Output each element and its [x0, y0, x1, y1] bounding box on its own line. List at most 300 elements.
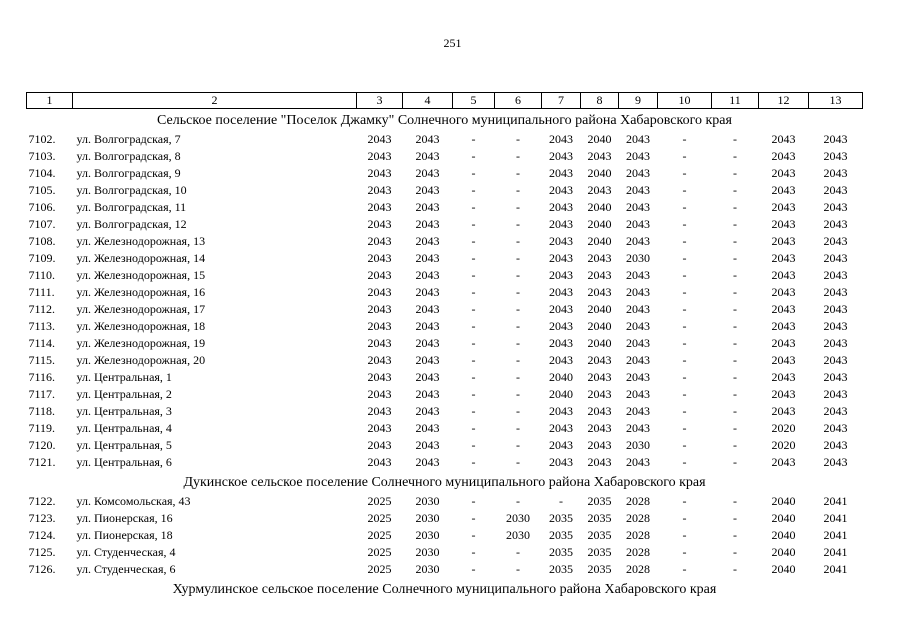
value-cell: -: [471, 217, 476, 231]
value-cell: 2043: [415, 234, 440, 248]
value-cell: 2043: [549, 166, 573, 180]
value-cell: 2025: [367, 545, 392, 559]
schedule-table: [26, 92, 863, 600]
page-number: 251: [443, 36, 462, 50]
value-cell: 2043: [415, 370, 440, 384]
column-header: 11: [712, 93, 759, 109]
value-cell: 2043: [823, 455, 848, 469]
row-number: 7111.: [28, 285, 55, 299]
value-cell: -: [516, 421, 520, 435]
value-cell: 2043: [587, 438, 612, 452]
section-heading-row: [27, 471, 863, 493]
value-cell: -: [682, 528, 687, 542]
value-cell: 2043: [549, 251, 573, 265]
table-row: [27, 165, 863, 182]
table-row: [27, 493, 863, 510]
value-cell: 2040: [587, 234, 612, 248]
value-cell: 2040: [771, 511, 796, 525]
value-cell: -: [733, 302, 737, 316]
value-cell: 2035: [587, 562, 612, 576]
address-cell: ул. Волгоградская, 9: [76, 166, 181, 180]
value-cell: 2020: [771, 421, 796, 435]
value-cell: 2043: [823, 370, 848, 384]
value-cell: -: [516, 494, 520, 508]
value-cell: 2043: [587, 421, 612, 435]
value-cell: 2043: [823, 387, 848, 401]
column-header-row: [27, 93, 863, 109]
value-cell: -: [516, 302, 520, 316]
value-cell: 2043: [549, 217, 573, 231]
value-cell: 2043: [587, 268, 612, 282]
value-cell: 2043: [771, 404, 796, 418]
value-cell: -: [682, 285, 687, 299]
value-cell: 2043: [771, 132, 796, 146]
row-number: 7102.: [28, 132, 56, 146]
value-cell: -: [471, 545, 476, 559]
value-cell: 2041: [823, 545, 848, 559]
value-cell: 2043: [626, 268, 650, 282]
value-cell: 2040: [549, 387, 573, 401]
value-cell: 2043: [626, 455, 650, 469]
value-cell: -: [682, 302, 687, 316]
table-row: [27, 301, 863, 318]
value-cell: 2035: [549, 562, 573, 576]
address-cell: ул. Центральная, 1: [76, 370, 172, 384]
value-cell: 2043: [626, 302, 650, 316]
value-cell: -: [682, 455, 687, 469]
address-cell: ул. Центральная, 4: [76, 421, 172, 435]
value-cell: -: [682, 438, 687, 452]
value-cell: 2043: [626, 166, 650, 180]
value-cell: -: [733, 319, 737, 333]
value-cell: 2043: [771, 336, 796, 350]
value-cell: 2043: [549, 234, 573, 248]
row-number: 7122.: [28, 494, 56, 508]
address-cell: ул. Железнодорожная, 16: [76, 285, 206, 299]
address-cell: ул. Железнодорожная, 19: [76, 336, 206, 350]
value-cell: 2040: [587, 217, 612, 231]
address-cell: ул. Железнодорожная, 15: [76, 268, 206, 282]
value-cell: 2040: [771, 494, 796, 508]
value-cell: 2043: [549, 353, 573, 367]
value-cell: 2043: [367, 268, 392, 282]
value-cell: 2043: [771, 302, 796, 316]
value-cell: -: [471, 200, 476, 214]
value-cell: -: [733, 268, 737, 282]
address-cell: ул. Волгоградская, 8: [76, 149, 181, 163]
value-cell: 2043: [587, 370, 612, 384]
column-header: 13: [809, 93, 863, 109]
column-header: 3: [357, 93, 403, 109]
value-cell: 2043: [587, 404, 612, 418]
value-cell: 2028: [626, 494, 650, 508]
value-cell: -: [471, 455, 476, 469]
value-cell: -: [682, 336, 687, 350]
value-cell: 2043: [367, 404, 392, 418]
value-cell: 2043: [823, 336, 848, 350]
value-cell: 2043: [415, 200, 440, 214]
value-cell: 2043: [626, 353, 650, 367]
value-cell: 2043: [823, 438, 848, 452]
value-cell: 2043: [823, 421, 848, 435]
table-row: [27, 544, 863, 561]
row-number: 7108.: [28, 234, 56, 248]
value-cell: -: [516, 404, 520, 418]
value-cell: -: [733, 132, 737, 146]
row-number: 7105.: [28, 183, 56, 197]
value-cell: 2043: [626, 183, 650, 197]
value-cell: 2043: [367, 455, 392, 469]
address-cell: ул. Центральная, 3: [76, 404, 172, 418]
value-cell: 2043: [626, 421, 650, 435]
value-cell: 2043: [823, 217, 848, 231]
value-cell: 2043: [549, 302, 573, 316]
table-row: [27, 284, 863, 301]
value-cell: 2030: [506, 511, 530, 525]
row-number: 7125.: [28, 545, 56, 559]
value-cell: -: [471, 511, 476, 525]
address-cell: ул. Волгоградская, 7: [76, 132, 181, 146]
column-header: 6: [495, 93, 542, 109]
value-cell: 2043: [549, 319, 573, 333]
value-cell: 2043: [626, 319, 650, 333]
value-cell: -: [471, 528, 476, 542]
table-row: [27, 561, 863, 578]
address-cell: ул. Комсомольская, 43: [76, 494, 191, 508]
value-cell: -: [682, 511, 687, 525]
value-cell: 2030: [415, 562, 440, 576]
value-cell: 2043: [415, 438, 440, 452]
value-cell: -: [682, 370, 687, 384]
section-title: Сельское поселение "Поселок Джамку" Солнечного муниципального района Хабаровского края: [157, 113, 732, 128]
value-cell: -: [682, 217, 687, 231]
table-row: [27, 454, 863, 471]
value-cell: 2035: [549, 511, 573, 525]
value-cell: -: [516, 268, 520, 282]
row-number: 7114.: [28, 336, 56, 350]
value-cell: -: [682, 132, 687, 146]
value-cell: -: [733, 234, 737, 248]
row-number: 7123.: [28, 511, 56, 525]
value-cell: 2043: [367, 336, 392, 350]
value-cell: -: [682, 404, 687, 418]
value-cell: 2040: [587, 319, 612, 333]
value-cell: 2043: [771, 217, 796, 231]
value-cell: -: [682, 353, 687, 367]
value-cell: 2040: [549, 370, 573, 384]
value-cell: 2043: [823, 200, 848, 214]
value-cell: -: [682, 234, 687, 248]
value-cell: 2043: [415, 302, 440, 316]
value-cell: -: [516, 370, 520, 384]
table-row: [27, 131, 863, 148]
value-cell: 2043: [367, 234, 392, 248]
row-number: 7120.: [28, 438, 56, 452]
value-cell: 2043: [367, 251, 392, 265]
value-cell: 2030: [626, 251, 650, 265]
address-cell: ул. Пионерская, 18: [76, 528, 173, 542]
value-cell: -: [471, 421, 476, 435]
value-cell: 2040: [587, 302, 612, 316]
value-cell: 2043: [415, 336, 440, 350]
value-cell: 2040: [587, 336, 612, 350]
column-header: 12: [759, 93, 809, 109]
value-cell: 2043: [771, 285, 796, 299]
value-cell: -: [516, 285, 520, 299]
section-title: Дукинское сельское поселение Солнечного муниципального района Хабаровского края: [183, 475, 706, 490]
value-cell: -: [471, 494, 476, 508]
value-cell: -: [682, 387, 687, 401]
value-cell: 2043: [587, 149, 612, 163]
value-cell: 2043: [367, 353, 392, 367]
address-cell: ул. Железнодорожная, 18: [76, 319, 206, 333]
value-cell: -: [733, 404, 737, 418]
value-cell: 2028: [626, 562, 650, 576]
table-row: [27, 352, 863, 369]
column-header: 7: [542, 93, 581, 109]
value-cell: 2035: [587, 511, 612, 525]
value-cell: 2043: [415, 251, 440, 265]
value-cell: 2030: [415, 511, 440, 525]
value-cell: 2043: [415, 319, 440, 333]
table-row: [27, 437, 863, 454]
value-cell: 2043: [771, 183, 796, 197]
value-cell: -: [682, 149, 687, 163]
value-cell: -: [733, 251, 737, 265]
value-cell: 2028: [626, 511, 650, 525]
value-cell: 2040: [587, 166, 612, 180]
value-cell: 2041: [823, 494, 848, 508]
section-heading-row: [27, 109, 863, 132]
value-cell: 2043: [415, 166, 440, 180]
value-cell: 2025: [367, 528, 392, 542]
value-cell: 2030: [626, 438, 650, 452]
table-row: [27, 369, 863, 386]
value-cell: -: [733, 421, 737, 435]
value-cell: 2043: [771, 234, 796, 248]
row-number: 7110.: [28, 268, 56, 282]
value-cell: -: [471, 319, 476, 333]
value-cell: 2035: [587, 545, 612, 559]
row-number: 7126.: [28, 562, 56, 576]
value-cell: -: [682, 494, 687, 508]
row-number: 7112.: [28, 302, 56, 316]
table-row: [27, 267, 863, 284]
value-cell: 2043: [549, 285, 573, 299]
value-cell: 2043: [549, 455, 573, 469]
row-number: 7115.: [28, 353, 56, 367]
row-number: 7117.: [28, 387, 56, 401]
address-cell: ул. Студенческая, 6: [76, 562, 176, 576]
value-cell: 2035: [549, 528, 573, 542]
value-cell: 2043: [823, 149, 848, 163]
value-cell: 2028: [626, 528, 650, 542]
value-cell: -: [471, 268, 476, 282]
value-cell: -: [516, 183, 520, 197]
address-cell: ул. Волгоградская, 10: [76, 183, 187, 197]
value-cell: -: [516, 200, 520, 214]
value-cell: -: [733, 387, 737, 401]
table-row: [27, 233, 863, 250]
value-cell: -: [516, 562, 520, 576]
value-cell: -: [471, 336, 476, 350]
value-cell: 2043: [415, 149, 440, 163]
value-cell: 2043: [626, 336, 650, 350]
value-cell: 2030: [415, 528, 440, 542]
address-cell: ул. Волгоградская, 11: [76, 200, 187, 214]
value-cell: 2043: [415, 455, 440, 469]
value-cell: -: [471, 166, 476, 180]
value-cell: 2035: [587, 528, 612, 542]
value-cell: 2043: [587, 285, 612, 299]
table-row: [27, 527, 863, 544]
row-number: 7119.: [28, 421, 56, 435]
value-cell: 2043: [549, 421, 573, 435]
value-cell: -: [733, 494, 737, 508]
section-heading-row: [27, 578, 863, 600]
value-cell: 2043: [771, 200, 796, 214]
value-cell: -: [516, 132, 520, 146]
value-cell: 2040: [587, 132, 612, 146]
value-cell: 2043: [823, 353, 848, 367]
value-cell: 2043: [587, 387, 612, 401]
value-cell: -: [516, 149, 520, 163]
column-header: 10: [658, 93, 712, 109]
value-cell: 2043: [367, 217, 392, 231]
value-cell: 2043: [626, 370, 650, 384]
address-cell: ул. Волгоградская, 12: [76, 217, 187, 231]
table-row: [27, 216, 863, 233]
value-cell: 2043: [587, 455, 612, 469]
table-row: [27, 510, 863, 527]
value-cell: 2035: [587, 494, 612, 508]
value-cell: -: [516, 387, 520, 401]
table-row: [27, 318, 863, 335]
value-cell: 2041: [823, 562, 848, 576]
value-cell: 2020: [771, 438, 796, 452]
value-cell: -: [733, 455, 737, 469]
value-cell: -: [471, 234, 476, 248]
value-cell: -: [682, 251, 687, 265]
value-cell: 2043: [626, 217, 650, 231]
table-row: [27, 335, 863, 352]
table-row: [27, 199, 863, 216]
value-cell: 2043: [415, 387, 440, 401]
row-number: 7109.: [28, 251, 56, 265]
value-cell: 2043: [626, 132, 650, 146]
row-number: 7116.: [28, 370, 56, 384]
value-cell: -: [516, 545, 520, 559]
row-number: 7118.: [28, 404, 56, 418]
column-header: 2: [73, 93, 357, 109]
value-cell: 2043: [587, 251, 612, 265]
value-cell: 2043: [587, 353, 612, 367]
value-cell: 2043: [367, 285, 392, 299]
value-cell: -: [682, 166, 687, 180]
value-cell: -: [682, 421, 687, 435]
value-cell: -: [471, 387, 476, 401]
value-cell: 2043: [415, 353, 440, 367]
row-number: 7121.: [28, 455, 56, 469]
value-cell: -: [516, 353, 520, 367]
value-cell: -: [471, 183, 476, 197]
value-cell: 2043: [367, 421, 392, 435]
value-cell: 2043: [771, 353, 796, 367]
table-row: [27, 403, 863, 420]
value-cell: 2040: [771, 562, 796, 576]
value-cell: 2043: [367, 149, 392, 163]
value-cell: -: [516, 166, 520, 180]
value-cell: 2043: [415, 285, 440, 299]
value-cell: 2043: [626, 200, 650, 214]
value-cell: 2043: [367, 319, 392, 333]
value-cell: 2043: [823, 166, 848, 180]
value-cell: 2043: [549, 149, 573, 163]
value-cell: 2043: [415, 183, 440, 197]
value-cell: -: [471, 149, 476, 163]
value-cell: -: [733, 528, 737, 542]
row-number: 7124.: [28, 528, 56, 542]
value-cell: -: [682, 183, 687, 197]
value-cell: 2043: [823, 302, 848, 316]
value-cell: -: [471, 438, 476, 452]
value-cell: 2040: [771, 545, 796, 559]
value-cell: 2043: [549, 438, 573, 452]
column-header: 8: [581, 93, 619, 109]
value-cell: 2043: [549, 268, 573, 282]
value-cell: 2040: [587, 200, 612, 214]
value-cell: -: [471, 404, 476, 418]
value-cell: 2043: [823, 285, 848, 299]
row-number: 7106.: [28, 200, 56, 214]
value-cell: 2030: [415, 545, 440, 559]
value-cell: 2043: [367, 183, 392, 197]
value-cell: -: [559, 494, 563, 508]
value-cell: 2043: [367, 166, 392, 180]
value-cell: -: [733, 217, 737, 231]
value-cell: -: [733, 370, 737, 384]
value-cell: 2043: [823, 319, 848, 333]
value-cell: -: [516, 438, 520, 452]
address-cell: ул. Железнодорожная, 17: [76, 302, 206, 316]
value-cell: -: [733, 562, 737, 576]
value-cell: 2043: [626, 404, 650, 418]
value-cell: -: [733, 545, 737, 559]
value-cell: 2025: [367, 562, 392, 576]
table-row: [27, 148, 863, 165]
value-cell: 2043: [771, 455, 796, 469]
table-row: [27, 420, 863, 437]
value-cell: 2043: [626, 387, 650, 401]
value-cell: 2043: [626, 285, 650, 299]
value-cell: 2025: [367, 494, 392, 508]
value-cell: 2043: [823, 132, 848, 146]
value-cell: 2043: [415, 132, 440, 146]
value-cell: -: [471, 353, 476, 367]
value-cell: 2043: [823, 268, 848, 282]
value-cell: 2025: [367, 511, 392, 525]
value-cell: 2040: [771, 528, 796, 542]
column-header: 4: [403, 93, 453, 109]
address-cell: ул. Железнодорожная, 20: [76, 353, 206, 367]
value-cell: 2030: [415, 494, 440, 508]
value-cell: -: [733, 149, 737, 163]
value-cell: -: [682, 268, 687, 282]
address-cell: ул. Центральная, 2: [76, 387, 172, 401]
row-number: 7104.: [28, 166, 56, 180]
value-cell: -: [516, 455, 520, 469]
value-cell: 2041: [823, 528, 848, 542]
